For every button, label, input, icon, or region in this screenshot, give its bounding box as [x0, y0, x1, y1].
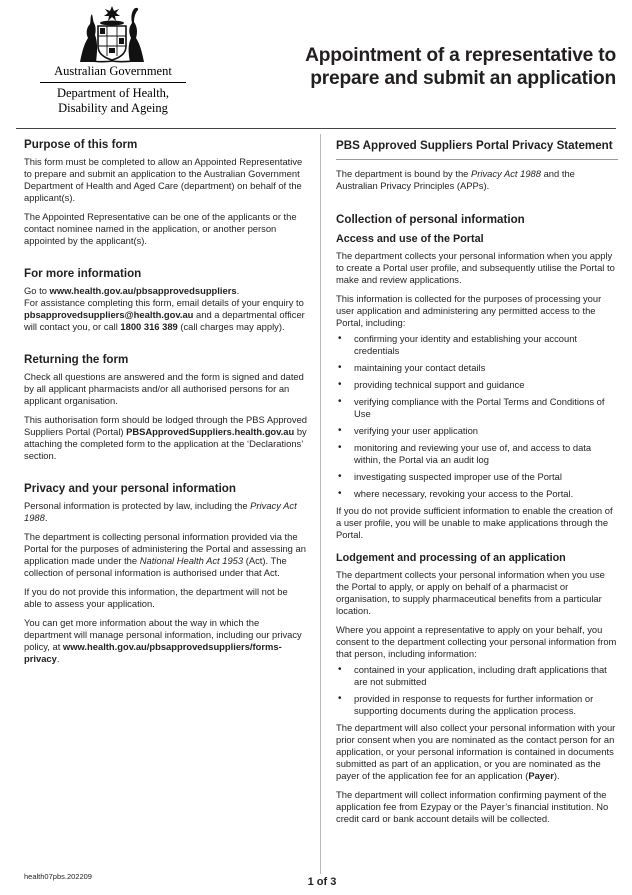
- access-paragraph-3: If you do not provide sufficient information to enable the creation of a user profile, you will be unable to make applications through the Portal.: [336, 505, 613, 540]
- access-paragraph-1: The department collects your personal information when you apply to create a Portal user profile, and subsequently utilise the Portal to make and review applications.: [336, 250, 615, 285]
- collection-heading: Collection of personal information: [336, 213, 525, 226]
- privacy-policy-link[interactable]: www.health.gov.au/pbsapprovedsuppliers/forms-privacy: [24, 641, 282, 664]
- form-code: health07pbs.202209: [24, 872, 92, 881]
- lodgement-bullet-list: [336, 664, 618, 717]
- form-title-line-2: prepare and submit an application: [310, 68, 616, 89]
- lodgement-heading: Lodgement and processing of an application: [336, 552, 566, 564]
- list-item: • monitoring and reviewing your use of, and access to data within, the Portal via an audit log: [336, 442, 618, 466]
- lodgement-paragraph-4: The department will collect information confirming payment of the application fee from Ezypay or the Payer’s financial institution. No credit card or bank account details will be collected.: [336, 789, 609, 824]
- form-title-line-1: Appointment of a representative to: [305, 45, 616, 66]
- privacy-paragraph-1: Personal information is protected by law, including the Privacy Act 1988.: [24, 500, 297, 523]
- privacy-paragraph-3: If you do not provide this information, the department will not be able to assess your application.: [24, 586, 288, 609]
- department-line-2: Disability and Ageing: [58, 100, 168, 115]
- privacy-statement-intro: The department is bound by the Privacy Act 1988 and the Australian Privacy Principles (APPs).: [336, 168, 575, 191]
- coat-of-arms-logo: [76, 4, 148, 64]
- header: [0, 0, 632, 128]
- purpose-paragraph-1: This form must be completed to allow an Appointed Representative to prepare and submit an application to the Australian Government Department of Health and Aged Care (department) on behalf of the applicant(s).: [24, 156, 303, 203]
- list-item: • provided in response to requests for further information or supporting documents during the application process.: [336, 693, 618, 717]
- list-item: • providing technical support and guidance: [336, 379, 618, 391]
- privacy-paragraph-2: The department is collecting personal information provided via the Portal for the purposes of administering the Portal and assessing an application made under the National Health Act 1953 (Act). The collection of personal information is authorised under that Act.: [24, 531, 306, 578]
- privacy-section: [24, 482, 308, 665]
- returning-paragraph-2: This authorisation form should be lodged through the PBS Approved Suppliers Portal (Portal) PBSApprovedSuppliers.health.gov.au by attaching the completed form to the application at the ‘Declarations’ section.: [24, 414, 307, 461]
- returning-section: [24, 353, 308, 462]
- access-paragraph-2: This information is collected for the purposes of processing your user application and administering any permitted access to the Portal, including:: [336, 293, 602, 328]
- email-link[interactable]: pbsapprovedsuppliers@health.gov.au: [24, 309, 194, 320]
- privacy-statement-rule: [336, 159, 618, 160]
- form-title: [296, 44, 616, 90]
- phone-number: 1800 316 389: [120, 321, 178, 332]
- list-item: • verifying your user application: [336, 425, 618, 437]
- list-item: • contained in your application, including draft applications that are not submitted: [336, 664, 618, 688]
- more-info-assistance: For assistance completing this form, email details of your enquiry to pbsapprovedsuppliers@health.gov.au and a departmental officer will contact you, or call 1800 316 389 (call charges may apply).: [24, 297, 305, 332]
- more-info-goto: Go to www.health.gov.au/pbsapprovedsuppliers.: [24, 285, 240, 296]
- lodgement-paragraph-2: Where you appoint a representative to apply on your behalf, you consent to the department collecting your personal information from that person, including information:: [336, 624, 617, 659]
- access-bullet-list: [336, 333, 618, 500]
- lodgement-paragraph-1: The department collects your personal information when you use the Portal to apply, or apply on behalf of a pharmacist or organisation, to supply pharmaceutical benefits from a particular location.: [336, 569, 605, 616]
- website-link[interactable]: www.health.gov.au/pbsapprovedsuppliers: [49, 285, 237, 296]
- department-line-1: Department of Health,: [56, 86, 170, 100]
- more-info-heading: For more information: [24, 267, 142, 280]
- department-name: [40, 86, 186, 115]
- returning-heading: Returning the form: [24, 353, 129, 366]
- list-item: • confirming your identity and establishing your account credentials: [336, 333, 618, 357]
- header-divider: [16, 128, 616, 129]
- lodgement-paragraph-3: The department will also collect your personal information with your prior consent when you are nominated as the contact person for an application, or your personal information is contained in documents submitted as part of an application, or you are nominated as the payer of the application fee for an application (Payer).: [336, 722, 616, 781]
- page-number: 1 of 3: [307, 876, 337, 888]
- right-column: [336, 139, 618, 832]
- government-name: Australian Government: [54, 64, 172, 78]
- list-item: • where necessary, revoking your access to the Portal.: [336, 488, 618, 500]
- privacy-heading: Privacy and your personal information: [24, 482, 236, 495]
- portal-link[interactable]: PBSApprovedSuppliers.health.gov.au: [126, 426, 295, 437]
- list-item: • investigating suspected improper use of the Portal: [336, 471, 618, 483]
- logo-divider: [40, 82, 186, 83]
- purpose-section: [24, 138, 308, 247]
- privacy-paragraph-4: You can get more information about the way in which the department will manage personal information, including our privacy policy, at www.health.gov.au/pbsapprovedsuppliers/forms-privacy.: [24, 617, 302, 664]
- returning-paragraph-1: Check all questions are answered and the form is signed and dated by all applicant pharmacists and/or all authorised persons for an applicant organisation.: [24, 371, 304, 406]
- list-item: • verifying compliance with the Portal Terms and Conditions of Use: [336, 396, 618, 420]
- column-divider: [320, 134, 321, 874]
- list-item: • maintaining your contact details: [336, 362, 618, 374]
- purpose-paragraph-2: The Appointed Representative can be one of the applicants or the contact nominee named in the application, or another person appointed by the applicant(s).: [24, 211, 297, 246]
- purpose-heading: Purpose of this form: [24, 138, 138, 151]
- access-heading: Access and use of the Portal: [336, 233, 484, 245]
- left-column: [24, 138, 308, 672]
- privacy-statement-title: PBS Approved Suppliers Portal Privacy Statement: [336, 139, 613, 152]
- more-info-section: [24, 267, 308, 333]
